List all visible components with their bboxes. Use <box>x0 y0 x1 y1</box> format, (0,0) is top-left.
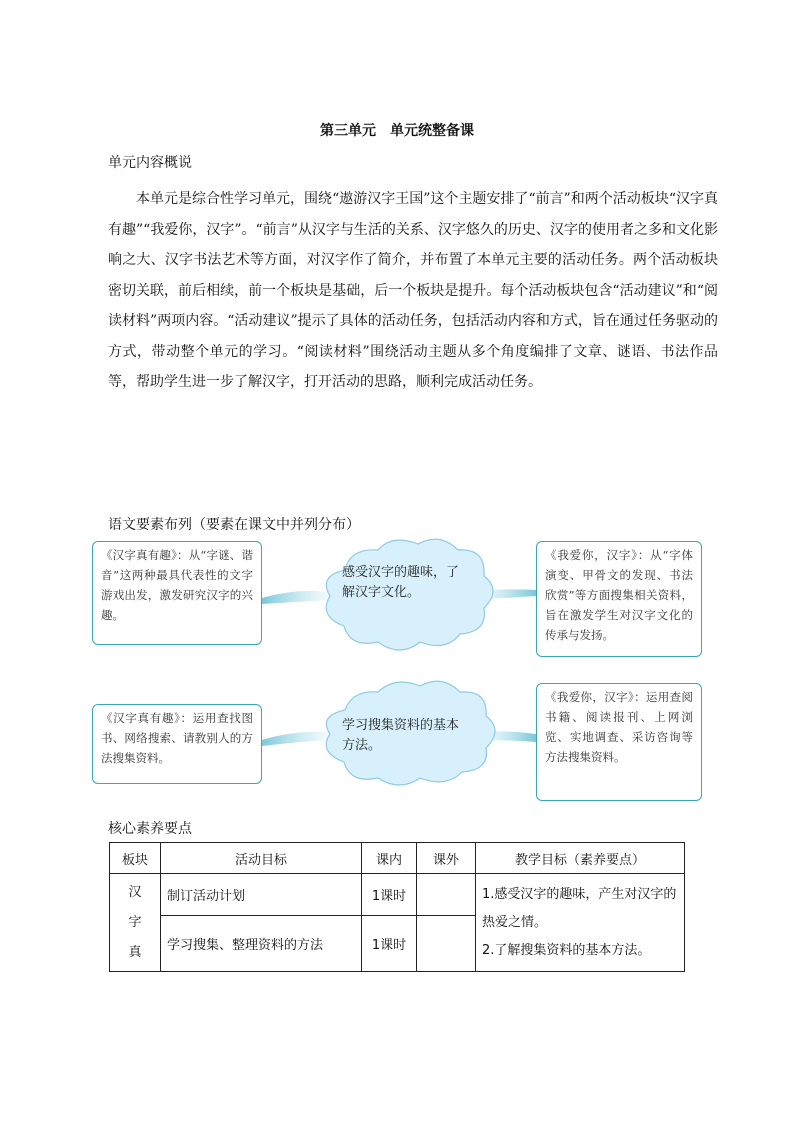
connector-line <box>262 591 330 604</box>
after-class-cell <box>417 916 476 972</box>
core-heading: 核心素养要点 <box>108 821 192 837</box>
row2-right-box: 《我爱你，汉字》：运用查阅书籍、阅读报刊、上网浏览、实地调查、采访咨询等方法搜集资料。 <box>536 683 702 801</box>
goal-item: 2.了解搜集资料的基本方法。 <box>482 942 651 958</box>
header-cell: 课内 <box>362 843 417 874</box>
elements-heading: 语文要素布列（要素在课文中并列分布） <box>108 517 360 533</box>
row2-left-box: 《汉字真有趣》：运用查找图书、网络搜索、请教别人的方法搜集资料。 <box>92 704 262 784</box>
header-cell: 板块 <box>110 843 161 874</box>
connector-line <box>262 732 330 746</box>
row1-center-text: 感受汉字的趣味，了解汉字文化。 <box>342 565 460 600</box>
row1-right-box: 《我爱你，汉字》：从“字体演变、甲骨文的发现、书法欣赏”等方面搜集相关资料，旨在激发学生对汉字文化的传承与发扬。 <box>536 541 702 657</box>
section-char: 真 <box>128 944 142 960</box>
intro-paragraph: 本单元是综合性学习单元，围绕“遨游汉字王国”这个主题安排了“前言”和两个活动板块“汉字真有趣”“我爱你，汉字”。“前言”从汉字与生活的关系、汉字悠久的历史、汉字的使用者之多和文化影响之大、汉字书法艺术等方面，对汉字作了简介，并布置了本单元主要的活动任务。两个活动板块密切关联，前后相续，前一个板块是基础，后一个板块是提升。每个活动板块包含“活动建议”和“阅读材料”两项内容。“活动建议”提示了具体的活动任务，包括活动内容和方式，旨在通过任务驱动的方式，带动整个单元的学习。“阅读材料”围绕活动主题从多个角度编排了文章、谜语、书法作品等，帮助学生进一步了解汉字，打开活动的思路，顺利完成活动任务。 <box>108 191 718 390</box>
table-header-row <box>110 843 685 874</box>
section-char: 字 <box>128 914 142 930</box>
header-cell: 活动目标 <box>161 843 362 874</box>
goals-cell <box>476 874 685 972</box>
after-class-cell <box>417 874 476 916</box>
activity-cell: 学习搜集、整理资料的方法 <box>161 916 362 972</box>
table-row <box>110 874 685 916</box>
section-cell <box>110 874 161 972</box>
section-char: 汉 <box>128 884 142 900</box>
in-class-cell: 1课时 <box>362 874 417 916</box>
header-cell: 课外 <box>417 843 476 874</box>
core-table <box>109 842 685 972</box>
activity-cell: 制订活动计划 <box>161 874 362 916</box>
page-title: 第三单元 单元统整备课 <box>320 123 474 139</box>
in-class-cell: 1课时 <box>362 916 417 972</box>
row1-left-box: 《汉字真有趣》：从“字谜、谐音”这两种最具代表性的文字游戏出发，激发研究汉字的兴趣。 <box>92 541 262 645</box>
row2-center-text: 学习搜集资料的基本方法。 <box>342 718 460 753</box>
overview-heading: 单元内容概说 <box>108 155 192 171</box>
header-cell: 教学目标（素养要点） <box>476 843 685 874</box>
goal-item: 1.感受汉字的趣味，产生对汉字的热爱之情。 <box>482 886 677 930</box>
